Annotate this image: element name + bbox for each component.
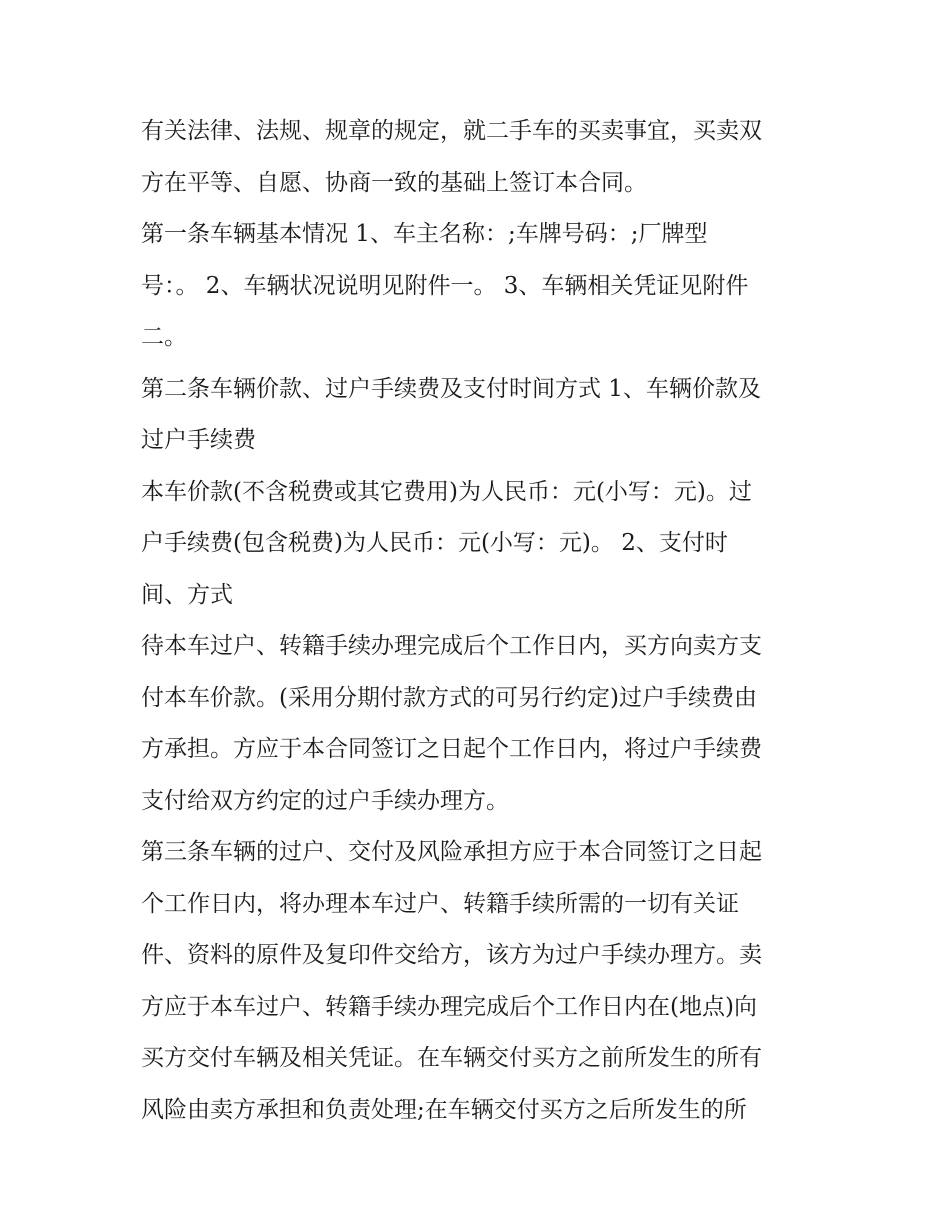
text-line: 户手续费(包含税费)为人民币：元(小写：元)。 2、支付时 bbox=[141, 530, 728, 556]
text-line: 过户手续费 bbox=[141, 427, 256, 453]
text-line: 待本车过户、转籍手续办理完成后个工作日内，买方向卖方支 bbox=[141, 633, 762, 659]
text-line: 方在平等、自愿、协商一致的基础上签订本合同。 bbox=[141, 169, 647, 196]
text-line: 第一条车辆基本情况 1、车主名称：;车牌号码：;厂牌型 bbox=[141, 221, 708, 247]
text-line: 付本车价款。(采用分期付款方式的可另行约定)过户手续费由 bbox=[141, 684, 757, 711]
text-line: 第三条车辆的过户、交付及风险承担方应于本合同签订之日起 bbox=[141, 839, 762, 865]
text-line: 个工作日内，将办理本车过户、转籍手续所需的一切有关证 bbox=[141, 890, 739, 917]
text-line: 支付给双方约定的过户手续办理方。 bbox=[141, 787, 509, 814]
text-line: 第二条车辆价款、过户手续费及支付时间方式 1、车辆价款及 bbox=[141, 375, 761, 402]
text-line: 风险由卖方承担和负责处理;在车辆交付买方之后所发生的所 bbox=[141, 1096, 747, 1123]
text-line: 有关法律、法规、规章的规定，就二手车的买卖事宜，买卖双 bbox=[141, 118, 762, 144]
text-line: 二。 bbox=[141, 324, 187, 350]
contract-body-text bbox=[141, 106, 821, 1136]
text-line: 买方交付车辆及相关凭证。在车辆交付买方之前所发生的所有 bbox=[141, 1045, 762, 1071]
text-line: 方应于本车过户、转籍手续办理完成后个工作日内在(地点)向 bbox=[141, 993, 757, 1020]
text-line: 方承担。方应于本合同签订之日起个工作日内，将过户手续费 bbox=[141, 736, 762, 762]
text-line: 间、方式 bbox=[141, 581, 233, 608]
text-line: 本车价款(不含税费或其它费用)为人民币：元(小写：元)。过 bbox=[141, 478, 752, 505]
text-line: 件、资料的原件及复印件交给方，该方为过户手续办理方。卖 bbox=[141, 942, 762, 968]
text-line: 号：。 2、车辆状况说明见附件一。 3、车辆相关凭证见附件 bbox=[141, 272, 749, 299]
